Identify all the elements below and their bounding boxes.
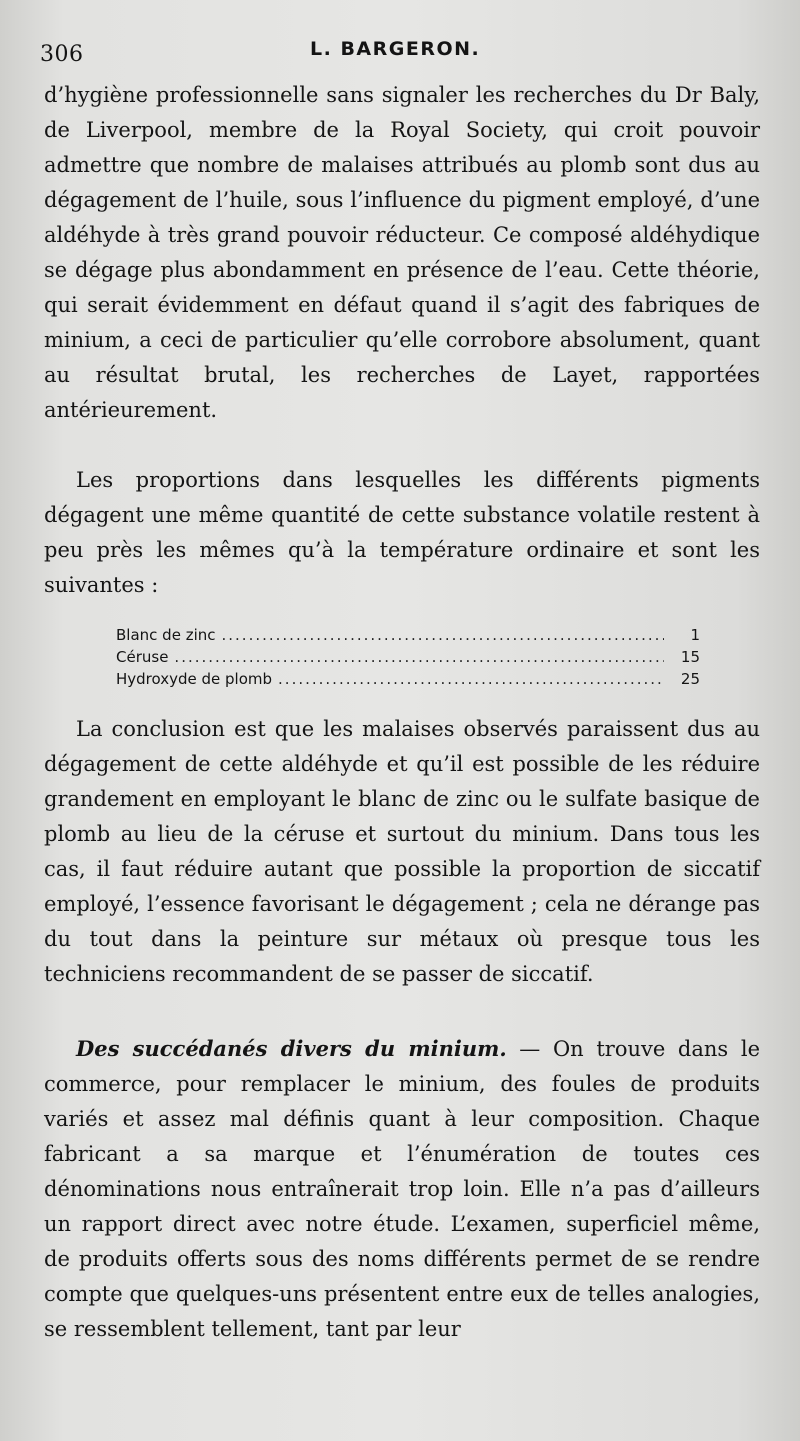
table-row (116, 668, 700, 690)
paragraph-1-block (44, 78, 760, 428)
table-cell-value: 15 (680, 648, 700, 666)
paragraph-3-block (44, 712, 760, 992)
paragraph-1: d’hygiène professionnelle sans signaler les recherches du Dr Baly, de Liverpool, membre de la Royal Society, qui croit pouvoir admettre que nombre de malaises attribués au plomb sont dus au dégagement de l’huile, sous l’influence du pigment employé, d’une aldéhyde à très grand pouvoir réducteur. Ce composé aldéhydique se dégage plus abondamment en présence de l’eau. Cette théorie, qui serait évidemment en défaut quand il s’agit des fabriques de minium, a ceci de particulier qu’elle corrobore absolument, quant au résultat brutal, les recherches de Layet, rapportées antérieurement. (44, 83, 760, 422)
pigment-table (116, 624, 700, 690)
table-cell-name: Blanc de zinc (116, 626, 216, 644)
running-head: L. BARGERON. (310, 38, 481, 60)
table-cell-value: 1 (690, 626, 700, 644)
table-row (116, 646, 700, 668)
paragraph-2: Les proportions dans lesquelles les différents pigments dégagent une même quantité de cette substance volatile restent à peu près les mêmes qu’à la température ordinaire et sont les suivantes : (44, 468, 760, 597)
table-cell-value: 25 (680, 670, 700, 688)
table-cell-name: Hydroxyde de plomb (116, 670, 273, 688)
dot-leader (174, 646, 664, 668)
section-title: Des succédanés divers du minium. (76, 1036, 507, 1061)
dot-leader (278, 668, 664, 690)
page-header (40, 38, 758, 68)
table-row (116, 624, 700, 646)
paragraph-4 (44, 1031, 760, 1347)
table-cell-name: Céruse (116, 648, 169, 666)
paragraph-4-text: — On trouve dans le commerce, pour remplacer le minium, des foules de produits variés et assez mal définis quant à leur composition. Chaque fabricant a sa marque et l’énumération de toutes ces dénominations nous entraînerait trop loin. Elle n’a pas d’ailleurs un rapport direct avec notre étude. L’examen, superficiel même, de produits offerts sous des noms différents permet de se rendre compte que quelques-uns présentent entre eux de telles analogies, se ressemblent tellement, tant par leur (44, 1037, 760, 1341)
dot-leader (222, 624, 665, 646)
page-number: 306 (40, 42, 84, 67)
paragraph-3: La conclusion est que les malaises observés paraissent dus au dégagement de cette aldéhyde et qu’il est possible de les réduire grandement en employant le blanc de zinc ou le sulfate basique de plomb au lieu de la céruse et surtout du minium. Dans tous les cas, il faut réduire autant que possible la proportion de siccatif employé, l’essence favorisant le dégagement ; cela ne dérange pas du tout dans la peinture sur métaux où presque tous les techniciens recommandent de se passer de siccatif. (44, 717, 760, 986)
paragraph-2-block (44, 463, 760, 603)
paragraph-4-block (44, 1031, 760, 1347)
